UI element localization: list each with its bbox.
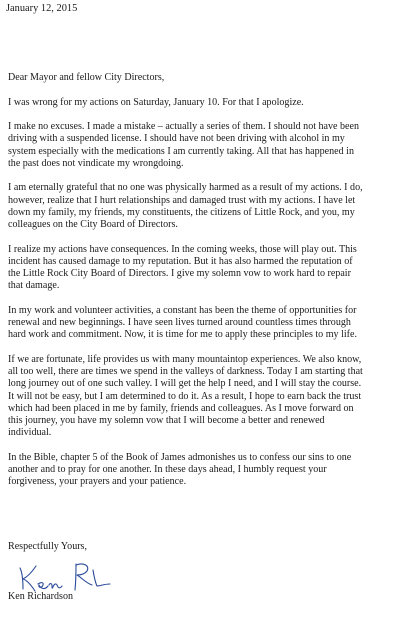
letter-paragraph (8, 244, 410, 293)
letter-paragraph (8, 97, 410, 109)
paragraph-line: the Little Rock City Board of Directors. I give my solemn vow to work hard to repair (8, 268, 351, 279)
paragraph-line: system especially with the medications I am currently taking. All that has happened in (8, 145, 354, 157)
paragraph-line: that damage. (8, 280, 60, 292)
paragraph-line: In the Bible, chapter 5 of the Book of James admonishes us to confess our sins to one (8, 451, 352, 463)
paragraph-line: long journey out of one such valley. I will get the help I need, and I will stay the course. (8, 378, 362, 390)
letter-paragraph (8, 305, 410, 342)
paragraph-line: forgiveness, your prayers and your patience. (8, 476, 187, 488)
paragraph-line: driving with a suspended license. I should have not been driving with alcohol in my (8, 133, 345, 145)
paragraph-line: incident has caused damage to my reputation. But it has also harmed the reputation of (8, 255, 353, 267)
letter-date: January 12, 2015 (6, 3, 78, 14)
letter-paragraph (8, 182, 410, 231)
paragraph-line: I was wrong for my actions on Saturday, January 10. For that I apologize. (8, 96, 304, 108)
letter-paragraph (8, 354, 410, 440)
salutation: Dear Mayor and fellow City Directors, (8, 72, 165, 83)
paragraph-list (8, 97, 410, 489)
paragraph-line: this journey, you have my solemn vow that I will become a better and renewed (8, 415, 325, 426)
paragraph-line: I am eternally grateful that no one was physically harmed as a result of my actions. I do, (8, 182, 363, 194)
paragraph-line: which had been placed in me by family, friends and colleagues. As I move forward on (8, 402, 354, 414)
paragraph-line: all too well, there are times we spend in the valleys of darkness. Today I am starting that (8, 366, 363, 377)
letter-paragraph (8, 121, 410, 170)
paragraph-line: I make no excuses. I made a mistake – actually a series of them. I should not have been (8, 121, 359, 132)
paragraph-line: however, realize that I hurt relationships and damaged trust with my actions. I have let (8, 194, 356, 206)
closing: Respectfully Yours, (8, 541, 87, 552)
paragraph-line: colleagues on the City Board of Directors. (8, 219, 178, 230)
letter-body (8, 72, 410, 501)
paragraph-line: I realize my actions have consequences. In the coming weeks, those will play out. This (8, 243, 357, 255)
paragraph-line: hard work and commitment. Now, it is time for me to apply these principles to my life. (8, 329, 357, 341)
paragraph-line: individual. (8, 427, 52, 439)
paragraph-line: another and to pray for one another. In these days ahead, I humbly request your (8, 464, 327, 475)
letter-paragraph (8, 452, 410, 489)
signer-name: Ken Richardson (8, 591, 74, 602)
paragraph-line: renewal and new beginnings. I have seen lives turned around countless times through (8, 317, 351, 328)
paragraph-line: down my family, my friends, my constituents, the citizens of Little Rock, and you, my (8, 206, 355, 218)
paragraph-line: It will not be easy, but I am determined to do it. As a result, I hope to earn back the trust (8, 390, 362, 402)
paragraph-line: the past does not vindicate my wrongdoing. (8, 157, 184, 169)
paragraph-line: If we are fortunate, life provides us with many mountaintop experiences. We also know, (8, 353, 362, 365)
paragraph-line: In my work and volunteer activities, a constant has been the theme of opportunities for (8, 304, 357, 316)
